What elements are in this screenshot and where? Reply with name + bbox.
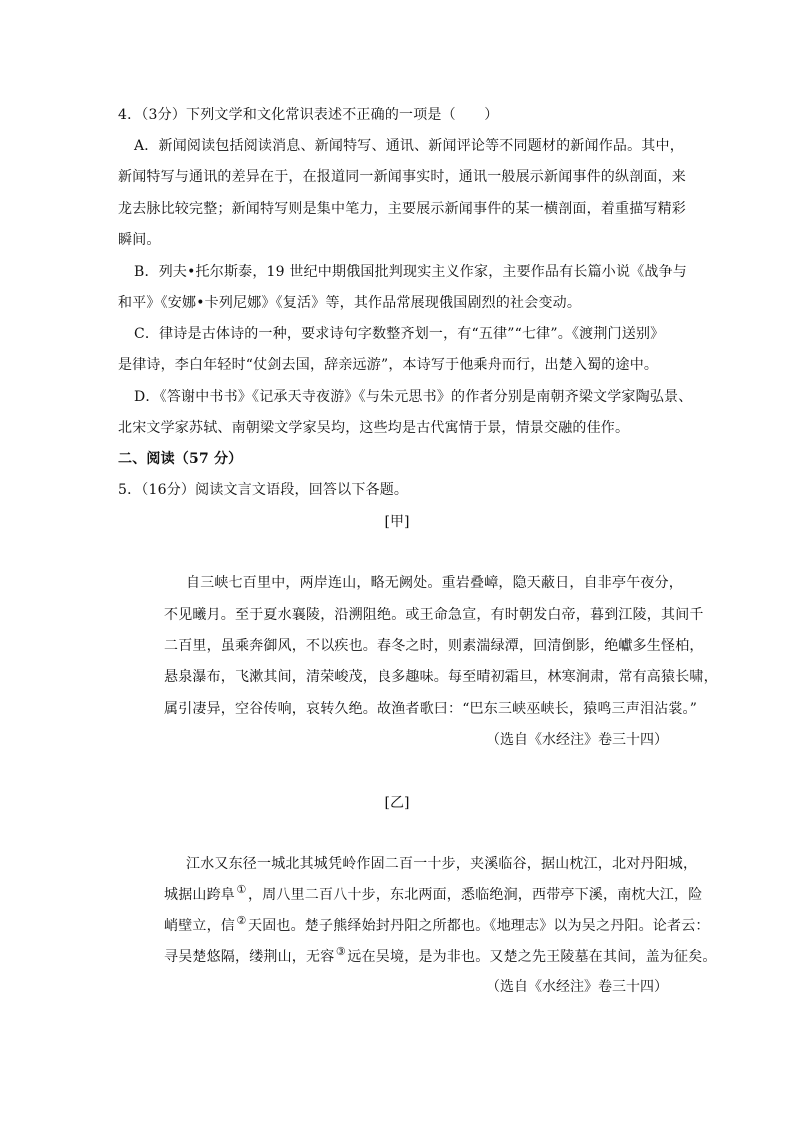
passage-yi-text: ，周八里二百八十步，东北两面，悉临绝涧，西带亭下溪，南枕大江，险: [248, 887, 703, 903]
section-heading-reading: 二、阅读（57 分）: [118, 451, 243, 467]
passage-yi-source: （选自《水经注》卷三十四）: [486, 979, 668, 995]
passage-jia-title: [甲]: [384, 514, 410, 530]
passage-jia-line-1: 自三峡七百里中，两岸连山，略无阙处。重岩叠嶂，隐天蔽日，自非亭午夜分，: [186, 575, 683, 591]
passage-yi-line-1: 江水又东径一城北其城凭岭作固二百一十步，夹溪临谷，据山枕江，北对丹阳城，: [186, 856, 698, 872]
option-b-line-1: B．列夫•托尔斯泰，19 世纪中期俄国批判现实主义作家，主要作品有长篇小说《战争与: [134, 264, 688, 280]
option-a-line-1: A．新闻阅读包括阅读消息、新闻特写、通讯、新闻评论等不同题材的新闻作品。其中，: [134, 138, 684, 154]
passage-jia-line-5: 属引凄异，空谷传响，哀转久绝。故渔者歌曰：“巴东三峡巫峡长，猿鸣三声泪沾裳。”: [164, 701, 698, 717]
passage-yi-title: [乙]: [384, 795, 410, 811]
passage-yi-text: 天固也。楚子熊绎始封丹阳之所都也。《地理志》以为吴之丹阳。论者云：: [248, 918, 710, 934]
passage-yi-text: 城据山跨阜: [164, 887, 235, 903]
passage-yi-line-2: [164, 884, 702, 904]
footnote-marker-2: ②: [236, 914, 247, 927]
passage-jia-source: （选自《水经注》卷三十四）: [486, 732, 668, 748]
question-5-stem: 5．（16分）阅读文言文语段，回答以下各题。: [118, 482, 409, 498]
option-d-line-2: 北宋文学家苏轼、南朝梁文学家吴均，这些均是古代寓情于景，情景交融的佳作。: [118, 420, 630, 436]
passage-jia-line-3: 二百里，虽乘奔御风，不以疾也。春冬之时，则素湍绿潭，回清倒影，绝巘多生怪柏，: [164, 638, 704, 654]
passage-yi-text: 远在吴境，是为非也。又楚之先王陵墓在其间，盖为征矣。: [347, 949, 717, 965]
option-c-line-1: C．律诗是古体诗的一种，要求诗句字数整齐划一，有“五律”“七律”。《渡荆门送别》: [134, 326, 665, 342]
passage-jia-line-4: 悬泉瀑布，飞漱其间，清荣峻茂，良多趣味。每至晴初霜旦，林寒涧肃，常有高猿长啸，: [164, 669, 718, 685]
footnote-marker-3: ③: [335, 945, 346, 958]
option-b-line-2: 和平》《安娜•卡列尼娜》《复活》等，其作品常展现俄国剧烈的社会变动。: [118, 295, 582, 311]
option-c-line-2: 是律诗，李白年轻时“仗剑去国，辞亲远游”，本诗写于他乘舟而行，出楚入蜀的途中。: [118, 357, 659, 373]
passage-yi-line-4: [164, 946, 717, 966]
passage-jia-line-2: 不见曦月。至于夏水襄陵，沿溯阻绝。或王命急宣，有时朝发白帝，暮到江陵，其间千: [164, 607, 704, 623]
passage-yi-line-3: [164, 915, 710, 935]
passage-yi-text: 寻吴楚悠隔，缕荆山，无容: [164, 949, 335, 965]
question-4-stem: 4．（3分）下列文学和文化常识表述不正确的一项是（ ）: [118, 107, 499, 123]
footnote-marker-1: ①: [236, 883, 247, 896]
passage-yi-text: 峭壁立，信: [164, 918, 235, 934]
option-a-line-2: 新闻特写与通讯的差异在于，在报道同一新闻事实时，通讯一般展示新闻事件的纵剖面，来: [118, 169, 686, 185]
option-d-line-1: D．《答谢中书书》《记承天寺夜游》《与朱元思书》的作者分别是南朝齐梁文学家陶弘景、: [134, 389, 693, 405]
option-a-line-4: 瞬间。: [118, 232, 161, 248]
option-a-line-3: 龙去脉比较完整；新闻特写则是集中笔力，主要展示新闻事件的某一横剖面，着重描写精彩: [118, 201, 686, 217]
